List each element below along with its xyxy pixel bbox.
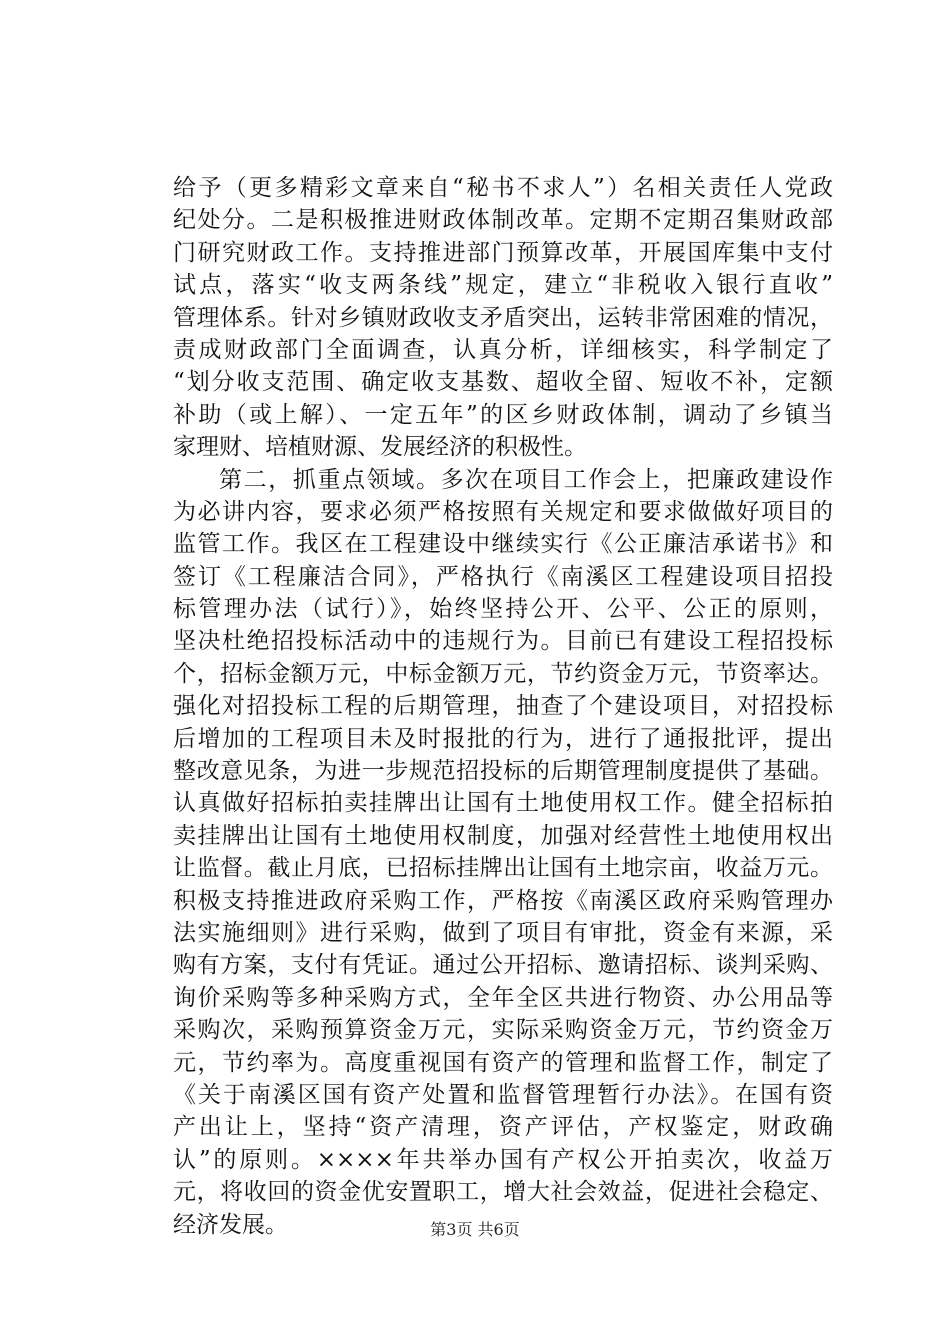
text-line: 后增加的工程项目未及时报批的行为，进行了通报批评，提出 — [173, 725, 833, 752]
text-line: 试点，落实“收支两条线”规定，建立“非税收入银行直收” — [173, 272, 833, 299]
paragraph-start-line: 第二，抓重点领域。多次在项目工作会上，把廉政建设作 — [219, 466, 833, 493]
text-line: 整改意见条，为进一步规范招投标的后期管理制度提供了基础。 — [173, 758, 833, 785]
text-line: 签订《工程廉洁合同》，严格执行《南溪区工程建设项目招投 — [173, 563, 833, 590]
text-line: 纪处分。二是积极推进财政体制改革。定期不定期召集财政部 — [173, 207, 833, 234]
text-line: 给予（更多精彩文章来自“秘书不求人”）名相关责任人党政 — [173, 175, 833, 201]
text-line: 个，招标金额万元，中标金额万元，节约资金万元，节资率达。 — [173, 660, 833, 687]
page-number: 第3页 共6页 — [430, 1220, 520, 1239]
text-line: 认”的原则。××××年共举办国有产权公开拍卖次，收益万 — [173, 1146, 833, 1173]
text-line: 责成财政部门全面调查，认真分析，详细核实，科学制定了 — [173, 336, 833, 363]
text-line: 认真做好招标拍卖挂牌出让国有土地使用权工作。健全招标拍 — [173, 790, 833, 817]
text-line: 《关于南溪区国有资产处置和监督管理暂行办法》。在国有资 — [173, 1081, 833, 1108]
text-line: 标管理办法（试行）》，始终坚持公开、公平、公正的原则， — [173, 596, 833, 623]
text-line: 积极支持推进政府采购工作，严格按《南溪区政府采购管理办 — [173, 887, 833, 914]
text-line: 门研究财政工作。支持推进部门预算改革，开展国库集中支付 — [173, 239, 833, 266]
text-line: 询价采购等多种采购方式，全年全区共进行物资、办公用品等 — [173, 984, 833, 1011]
text-line: 补助（或上解）、一定五年”的区乡财政体制，调动了乡镇当 — [173, 401, 833, 428]
text-line: 强化对招投标工程的后期管理，抽查了个建设项目，对招投标 — [173, 693, 833, 720]
text-line: 经济发展。 — [173, 1211, 288, 1238]
text-line: 为必讲内容，要求必须严格按照有关规定和要求做做好项目的 — [173, 498, 833, 525]
text-line: 让监督。截止月底，已招标挂牌出让国有土地宗亩，收益万元。 — [173, 855, 833, 882]
text-line: 购有方案，支付有凭证。通过公开招标、邀请招标、谈判采购、 — [173, 952, 833, 979]
page-footer — [0, 1220, 950, 1240]
text-line: 坚决杜绝招投标活动中的违规行为。目前已有建设工程招投标 — [173, 628, 833, 655]
text-line: 管理体系。针对乡镇财政收支矛盾突出，运转非常困难的情况， — [173, 304, 833, 331]
text-line: 产出让上，坚持“资产清理，资产评估，产权鉴定，财政确 — [173, 1114, 833, 1141]
text-line: 元，节约率为。高度重视国有资产的管理和监督工作，制定了 — [173, 1049, 833, 1076]
text-line: 法实施细则》进行采购，做到了项目有审批，资金有来源，采 — [173, 919, 833, 946]
text-line: 卖挂牌出让国有土地使用权制度，加强对经营性土地使用权出 — [173, 822, 833, 849]
body-text — [173, 172, 833, 1241]
text-line: 采购次，采购预算资金万元，实际采购资金万元，节约资金万 — [173, 1017, 833, 1044]
text-line: 监管工作。我区在工程建设中继续实行《公正廉洁承诺书》和 — [173, 531, 833, 558]
text-line: 家理财、培植财源、发展经济的积极性。 — [173, 434, 587, 461]
text-line: “划分收支范围、确定收支基数、超收全留、短收不补，定额 — [173, 369, 833, 396]
text-line: 元，将收回的资金优安置职工，增大社会效益，促进社会稳定、 — [173, 1179, 833, 1206]
